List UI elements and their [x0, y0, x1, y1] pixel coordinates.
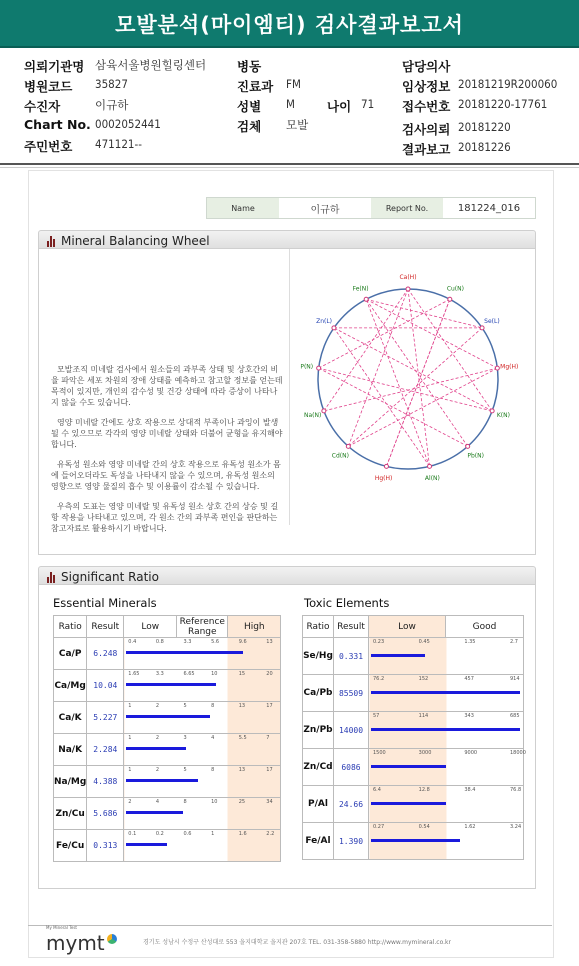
ratio-bar-cell — [369, 823, 524, 860]
wheel-node-dot — [322, 409, 326, 413]
ratio-bar — [126, 651, 243, 654]
ratio-row — [54, 830, 281, 862]
info-label: 진료과 — [237, 79, 274, 94]
tick-label: 0.23 — [373, 639, 385, 645]
wheel-description — [51, 364, 284, 594]
ratio-row — [303, 749, 524, 786]
wheel-node-label: Fe(N) — [352, 285, 369, 293]
wheel-panel — [38, 248, 536, 555]
wheel-section-title: Mineral Balancing Wheel — [61, 234, 210, 248]
essential-title: Essential Minerals — [53, 596, 157, 610]
info-label: 의뢰기관명 — [24, 59, 85, 74]
mymt-logo: My Mineral Test mymt — [46, 931, 117, 955]
report-page — [28, 170, 554, 958]
ratio-row — [303, 638, 524, 675]
ratio-name: P/Al — [303, 786, 334, 823]
tick-label: 17 — [266, 703, 273, 709]
tick-label: 1.35 — [464, 639, 476, 645]
tick-label: 57 — [373, 713, 380, 719]
ratio-name: Ca/Pb — [303, 675, 334, 712]
wheel-paragraph: 우측의 도표는 영양 미네랄 및 유독성 원소 상호 간의 상승 및 길항 작용을 나타내고 있으며, 각 원소 간의 과부족 편인을 판단하는 참고자료로 활용하시기 바랍니다. — [51, 502, 279, 533]
toxic-title: Toxic Elements — [304, 596, 390, 610]
ratio-bar-cell — [124, 830, 281, 862]
ratio-name: Fe/Al — [303, 823, 334, 860]
col-low: Low — [369, 616, 446, 638]
tick-label: 3000 — [418, 750, 432, 756]
ratio-result: 24.66 — [334, 786, 369, 823]
age-value: 71 — [361, 97, 375, 111]
info-label: 주민번호 — [24, 139, 73, 154]
ratio-result: 14000 — [334, 712, 369, 749]
ratio-result: 6.248 — [87, 638, 124, 670]
tick-label: 3.24 — [510, 824, 522, 830]
tick-label: 7 — [266, 735, 270, 741]
patient-info — [0, 50, 579, 162]
tick-label: 457 — [464, 676, 474, 682]
antagonism-line — [334, 328, 492, 411]
footer-rule — [28, 925, 552, 926]
wheel-node-dot — [490, 409, 494, 413]
tick-label: 13 — [238, 703, 246, 709]
essential-ratio-table — [53, 615, 281, 862]
tick-label: 1 — [128, 767, 132, 773]
info-value: FM — [286, 77, 301, 91]
tick-label: 5.6 — [211, 639, 220, 645]
info-value: 이규하 — [95, 98, 129, 112]
tick-label: 1.6 — [238, 831, 247, 837]
wheel-node-label: P(N) — [300, 363, 314, 371]
wheel-paragraph: 모발조직 미네랄 검사에서 원소들의 과부족 상태 및 상호간의 비율 파악은 세포 차원의 장애 상태를 예측하고 참고할 정보를 얻는데 목적이 있지만, 개인의 감수성 및 건강 상태에 따라 증상이 나타나지 않을 수도 있습니다. — [51, 365, 283, 407]
ratio-row — [303, 823, 524, 860]
footer — [28, 925, 552, 957]
patient-name: 이규하 — [310, 204, 340, 216]
ratio-bar — [371, 765, 446, 768]
tick-label: 8 — [211, 767, 215, 773]
report-no-label: Report No. — [371, 198, 443, 218]
col-low: Low — [124, 616, 177, 638]
info-label: 담당의사 — [402, 59, 451, 74]
tick-label: 0.54 — [418, 824, 430, 830]
tick-label: 10 — [211, 671, 218, 677]
ratio-name: Ca/Mg — [54, 670, 87, 702]
tick-label: 15 — [238, 671, 246, 677]
ratio-row — [303, 675, 524, 712]
wheel-node-label: Mg(H) — [500, 363, 519, 371]
bar-chart-icon — [47, 572, 55, 583]
ratio-bar — [371, 691, 520, 694]
wheel-node-label: Cu(N) — [446, 285, 464, 293]
wheel-node-label: Zn(L) — [316, 318, 333, 326]
wheel-node-label: K(N) — [496, 412, 510, 420]
antagonism-line — [348, 368, 497, 446]
tick-label: 0.8 — [155, 639, 164, 645]
wheel-node-dot — [384, 464, 388, 468]
wheel-paragraph: 유독성 원소와 영양 미네랄 간의 상호 작용으로 유독성 원소가 몸에 들어오더라도 독성을 나타내지 않을 수 있으며, 유독성 원소의 영향으로 영양 물질의 흡수 및 이용률이 감소될 수 있습니다. — [51, 460, 281, 491]
wheel-node-label: Cd(N) — [331, 452, 349, 460]
logo-mark-icon — [107, 934, 117, 944]
toxic-ratio-table — [302, 615, 524, 860]
tick-label: 38.4 — [464, 787, 476, 793]
wheel-node-dot — [428, 464, 432, 468]
tick-label: 8 — [183, 799, 187, 805]
wheel-node-dot — [466, 444, 470, 448]
tick-label: 9000 — [464, 750, 478, 756]
ratio-row — [54, 670, 281, 702]
tick-label: 13 — [238, 767, 246, 773]
info-value: 20181219R200060 — [458, 77, 558, 91]
ratio-name: Zn/Cu — [54, 798, 87, 830]
tick-label: 9.6 — [238, 639, 247, 645]
wheel-circle — [318, 289, 498, 469]
bar-chart-icon — [47, 236, 55, 247]
info-value: 0002052441 — [95, 117, 161, 131]
wheel-node-label: Se(L) — [484, 318, 500, 326]
tick-label: 5 — [183, 767, 187, 773]
ratio-bar — [126, 715, 210, 718]
wheel-node-label: Hg(H) — [374, 475, 393, 483]
wheel-node-dot — [332, 326, 336, 330]
ratio-bar-cell — [369, 712, 524, 749]
ratio-bar-cell — [124, 670, 281, 702]
tick-label: 6.4 — [373, 787, 381, 793]
tick-label: 1 — [128, 735, 132, 741]
mineral-wheel-svg — [290, 249, 526, 525]
ratio-row — [54, 766, 281, 798]
ratio-name: Se/Hg — [303, 638, 334, 675]
footer-address: 경기도 성남시 수정구 산성대로 553 을지대학교 을지관 207호 TEL. 031-358-5880 http://www.mymineral.co.kr — [143, 939, 451, 946]
ratio-bar — [126, 747, 186, 750]
tick-label: 20 — [266, 671, 273, 677]
tick-label: 0.4 — [128, 639, 137, 645]
col-result: Result — [334, 616, 369, 638]
info-value: 삼육서울병원힐링센터 — [95, 58, 207, 72]
tick-label: 34 — [266, 799, 273, 805]
info-label: 병원코드 — [24, 79, 73, 94]
tick-label: 152 — [418, 676, 429, 682]
wheel-node-dot — [364, 297, 368, 301]
antagonism-line — [319, 368, 468, 446]
wheel-node-dot — [346, 444, 350, 448]
tick-label: 4 — [155, 799, 160, 805]
info-value: 20181220 — [458, 120, 511, 134]
tick-label: 6.65 — [183, 671, 195, 677]
info-label: 임상정보 — [402, 79, 451, 94]
wheel-node-dot — [495, 366, 499, 370]
antagonism-line — [366, 299, 468, 446]
tick-label: 5.5 — [238, 735, 247, 741]
info-label: 병동 — [237, 59, 262, 74]
age-label: 나이 — [327, 99, 352, 114]
info-value: 35827 — [95, 77, 128, 91]
logo-tagline: My Mineral Test — [46, 925, 78, 930]
report-title: 모발분석(마이엠티) 검사결과보고서 — [115, 13, 464, 37]
antagonism-line — [366, 299, 497, 368]
tick-label: 0.2 — [155, 831, 164, 837]
ratio-result: 5.686 — [87, 798, 124, 830]
tick-label: 914 — [510, 676, 520, 682]
tick-label: 685 — [510, 713, 520, 719]
wheel-node-dot — [406, 287, 410, 291]
ratio-result: 4.388 — [87, 766, 124, 798]
ratio-bar — [126, 683, 216, 686]
tick-label: 1500 — [373, 750, 386, 756]
tick-label: 3 — [183, 735, 187, 741]
ratio-bar-cell — [369, 638, 524, 675]
tick-label: 18000 — [510, 750, 526, 756]
wheel-paragraph: 영양 미네랄 간에도 상호 작용으로 상대적 부족이나 과잉이 발생될 수 있으므로 각각의 영양 미네랄 상태와 더불어 균형을 유지해야 합니다. — [51, 418, 283, 449]
ratio-panel — [38, 584, 536, 889]
tick-label: 8 — [211, 703, 215, 709]
wheel-node-label: Na(N) — [303, 412, 322, 420]
ratio-bar — [371, 802, 446, 805]
tick-label: 343 — [464, 713, 474, 719]
tick-label: 2.7 — [510, 639, 518, 645]
tick-label: 1.65 — [128, 671, 140, 677]
col-ratio: Ratio — [303, 616, 334, 638]
info-label: 검사의뢰 — [402, 122, 451, 137]
ratio-result: 2.284 — [87, 734, 124, 766]
tick-label: 2 — [128, 799, 132, 805]
ratio-bar-cell — [124, 702, 281, 734]
tick-label: 2 — [155, 735, 160, 741]
tick-label: 0.6 — [183, 831, 192, 837]
ratio-name: Na/Mg — [54, 766, 87, 798]
info-value: M — [286, 97, 295, 111]
antagonism-line — [319, 368, 492, 411]
ratio-result: 0.331 — [334, 638, 369, 675]
tick-label: 1 — [211, 831, 215, 837]
ratio-row — [303, 712, 524, 749]
info-value: 20181226 — [458, 140, 511, 154]
tick-label: 76.8 — [510, 787, 522, 793]
name-bar — [206, 197, 536, 219]
tick-label: 2 — [155, 767, 160, 773]
info-value: 20181220-17761 — [458, 97, 548, 111]
ratio-bar-cell — [124, 766, 281, 798]
wheel-node-label: Al(N) — [424, 475, 440, 483]
ratio-bar — [126, 779, 198, 782]
info-label: 접수번호 — [402, 99, 451, 114]
ratio-bar — [371, 654, 425, 657]
tick-label: 3.3 — [155, 671, 164, 677]
ratio-row — [303, 786, 524, 823]
ratio-bar — [371, 839, 460, 842]
col-good: Good — [446, 616, 524, 638]
wheel-node-dot — [317, 366, 321, 370]
info-label: 검체 — [237, 119, 262, 134]
tick-label: 1.62 — [464, 824, 476, 830]
tick-label: 114 — [418, 713, 429, 719]
ratio-name: Na/K — [54, 734, 87, 766]
col-ratio: Ratio — [54, 616, 87, 638]
ratio-bar-cell — [124, 638, 281, 670]
ratio-result: 6086 — [334, 749, 369, 786]
tick-label: 1 — [128, 703, 132, 709]
tick-label: 4 — [211, 735, 215, 741]
info-value: 471121-- — [95, 137, 142, 151]
ratio-bar-cell — [124, 798, 281, 830]
antagonism-line — [386, 299, 449, 466]
name-label: Name — [207, 198, 279, 218]
report-no: 181224_016 — [457, 202, 521, 214]
ratio-result: 5.227 — [87, 702, 124, 734]
mineral-wheel — [289, 249, 526, 525]
tick-label: 12.8 — [418, 787, 430, 793]
info-value: 모발 — [286, 118, 309, 132]
tick-label: 0.27 — [373, 824, 385, 830]
col-high: High — [228, 616, 281, 638]
tick-label: 76.2 — [373, 676, 385, 682]
info-label: 결과보고 — [402, 142, 451, 157]
info-divider-light — [0, 167, 579, 168]
tick-label: 2.2 — [266, 831, 275, 837]
ratio-result: 10.04 — [87, 670, 124, 702]
wheel-node-label: Pb(N) — [467, 452, 484, 460]
col-reference: Reference Range — [177, 616, 228, 638]
info-label: 성별 — [237, 99, 262, 114]
ratio-result: 0.313 — [87, 830, 124, 862]
tick-label: 5 — [183, 703, 187, 709]
antagonism-line — [324, 368, 497, 411]
ratio-bar-cell — [124, 734, 281, 766]
info-divider — [0, 163, 579, 165]
ratio-row — [54, 638, 281, 670]
title-rule — [0, 46, 579, 48]
info-label: 수진자 — [24, 99, 61, 114]
tick-label: 0.1 — [128, 831, 137, 837]
ratio-bar — [126, 843, 167, 846]
tick-label: 0.45 — [418, 639, 430, 645]
ratio-name: Ca/K — [54, 702, 87, 734]
ratio-result: 1.390 — [334, 823, 369, 860]
tick-label: 25 — [238, 799, 246, 805]
info-label: Chart No. — [24, 117, 91, 132]
tick-label: 3.3 — [183, 639, 192, 645]
ratio-row — [54, 734, 281, 766]
ratio-name: Ca/P — [54, 638, 87, 670]
ratio-bar — [371, 728, 520, 731]
ratio-bar-cell — [369, 786, 524, 823]
ratio-result: 85509 — [334, 675, 369, 712]
ratio-row — [54, 798, 281, 830]
report-title-bar — [0, 0, 579, 48]
ratio-row — [54, 702, 281, 734]
tick-label: 2 — [155, 703, 160, 709]
ratio-name: Zn/Pb — [303, 712, 334, 749]
ratio-bar-cell — [369, 675, 524, 712]
wheel-node-dot — [480, 326, 484, 330]
wheel-node-label: Ca(H) — [399, 274, 417, 281]
tick-label: 17 — [266, 767, 273, 773]
ratio-bar — [126, 811, 183, 814]
ratio-bar-cell — [369, 749, 524, 786]
wheel-node-dot — [448, 297, 452, 301]
ratio-name: Fe/Cu — [54, 830, 87, 862]
ratio-section-title: Significant Ratio — [61, 570, 159, 584]
antagonism-line — [366, 299, 482, 328]
tick-label: 13 — [266, 639, 273, 645]
tick-label: 10 — [211, 799, 218, 805]
col-result: Result — [87, 616, 124, 638]
ratio-name: Zn/Cd — [303, 749, 334, 786]
